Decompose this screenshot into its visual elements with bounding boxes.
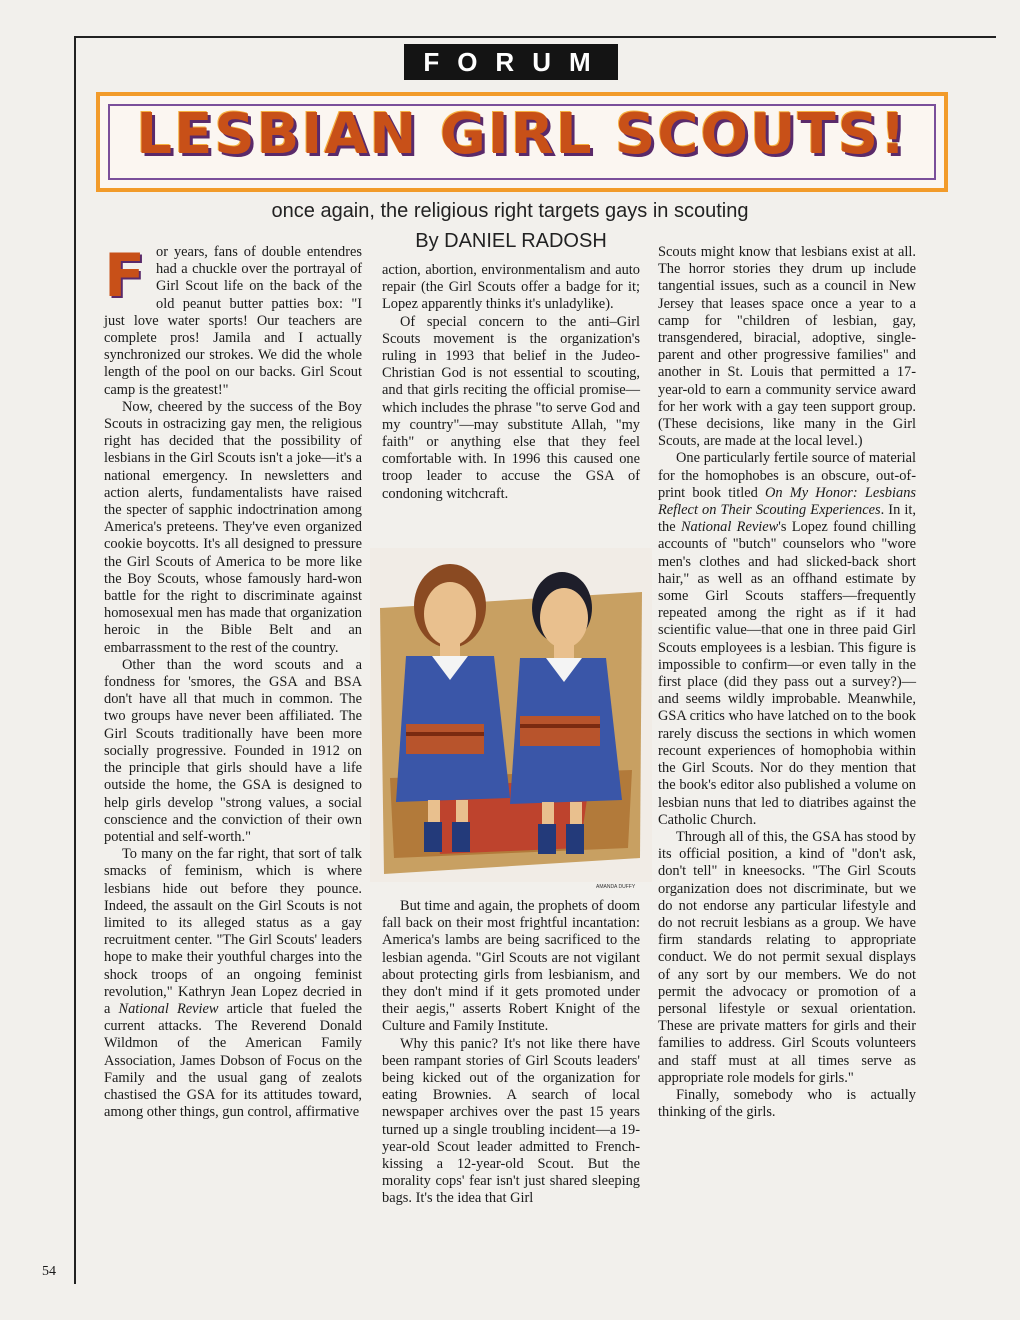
paragraph: Why this panic? It's not like there have been rampant stories of Girl Scouts leaders' being kicked out of the organization for eating Brownies. A search of local newspaper archives over the past 15 years turned up a single troubling incident—a 19-year-old Scout leader admitted to French-kissing a 12-year-old Scout. But the morality cops' fear isn't just shared sleeping bags. It's the idea that Girl: [382, 1035, 640, 1207]
publication-title: National Review: [118, 1000, 219, 1017]
paragraph-text: or years, fans of double entendres had a chuckle over the portrayal of Girl Scout life on the back of the old peanut butter patties box: "I just love water sports! Our teachers are complete pros! Jamila and I actually synchronized our strokes. We did the whole length of the pool on our backs. Girl Scout camp is the greatest!": [104, 244, 362, 398]
paragraph: Now, cheered by the success of the Boy Scouts in ostracizing gay men, the religious right has decided that the possibility of lesbians in the Girl Scouts isn't a joke—it's a national emergency. In newsletters and action alerts, fundamentalists have raised the specter of sapphic indoctrination among America's preteens. They've even organized cookie boycotts. It's all designed to pressure the Girl Scouts of America to be more like the Boy Scouts, whose famously hard-won battle for the right to discriminate against homosexual men has made that organization heroic in the Bible Belt and an embarrassment to the rest of the country.: [104, 398, 362, 656]
paragraph: But time and again, the prophets of doom fall back on their most frightful incantation: America's lambs are being sacrificed to the lesbian agenda. "Girl Scouts are not vigilant about protecting girls from lesbianism, and they don't mind if it gets promoted under their aegis," asserts Robert Knight of the Culture and Family Institute.: [382, 898, 640, 1035]
frame-top-rule: [74, 36, 996, 38]
paragraph-text: One particularly fertile source of material for the homophobes is an obscure, out-of-print book titled: [658, 450, 916, 501]
article-column-3: [658, 244, 916, 1121]
article-column-1: [104, 241, 362, 1121]
page-number: 54: [42, 1264, 56, 1279]
paragraph-text: To many on the far right, that sort of talk smacks of feminism, which is where lesbians hide out before they pounce. Indeed, the assault on the Girl Scouts is not limited to its alleged status as a gay recruitment center. "The Girl Scouts' leaders hope to make their youthful charges into the shock troops of an ongoing feminist revolution," Kathryn Jean Lopez decried in a: [104, 846, 362, 1017]
headline: LESBIAN GIRL SCOUTS!: [136, 102, 908, 167]
book-title: On My Honor: Lesbians Reflect on Their Scouting Experiences: [658, 484, 916, 519]
paragraph: Finally, somebody who is actually thinking of the girls.: [658, 1086, 916, 1121]
paragraph: [104, 241, 362, 399]
article-column-2-bottom: [382, 898, 640, 1208]
paragraph: [104, 846, 362, 1121]
subtitle: once again, the religious right targets gays in scouting: [271, 200, 749, 222]
paragraph: Of special concern to the anti–Girl Scouts movement is the organization's ruling in 1993 that belief in the Judeo-Christian God is not essential to scouting, and that girls reciting the official promise—which includes the phrase "to serve God and my country"—may substitute Allah, "my faith" or anything else that they feel comfortable with. In 1996 this caused one troop leader to accuse the GSA of condoning witchcraft.: [382, 313, 640, 502]
paragraph-text: article that fueled the current attacks. The Reverend Donald Wildmon of the American Family Association, James Dobson of Focus on the Family and the usual gang of zealots chastised the GSA for its attitudes toward, among other things, gun control, affirmative: [104, 1000, 362, 1121]
illustration-credit: AMANDA DUFFY: [596, 884, 636, 890]
paragraph: Other than the word scouts and a fondness for 'smores, the GSA and BSA don't have all that much in common. The two groups have never been affiliated. The Girl Scouts traditionally have been more socially progressive. Founded in 1912 on the principle that girls should have a life outside the home, the GSA is designed to help girls develop "strong values, a social conscience and the conviction of their own potential and self-worth.": [104, 656, 362, 845]
section-label: FORUM: [404, 44, 618, 80]
drop-cap: F: [104, 241, 145, 311]
publication-title: National Review: [680, 519, 779, 536]
paragraph-text: . In it, the: [658, 502, 916, 536]
article-column-2-top: [382, 262, 640, 503]
illustration-two-girl-scouts: [370, 548, 652, 882]
paragraph: Through all of this, the GSA has stood by its official position, a kind of "don't ask, don't tell" in kneesocks. "The Girl Scouts organization does not discriminate, but we do not endorse any particular lifestyle and do not recruit lesbians as a group. We have firm standards relating to appropriate conduct. We do not permit sexual displays of any sort by our members. We do not permit the advocacy or promotion of a personal lifestyle or sexual orientation. These are private matters for girls and their families to address. Girl Scouts volunteers and staff must at all times serve as appropriate role models for girls.": [658, 828, 916, 1086]
frame-left-rule: [74, 36, 76, 1284]
byline: By DANIEL RADOSH: [415, 230, 607, 252]
paragraph-text: 's Lopez found chilling accounts of "butch" counselors who "wore men's clothes and had slicked-back short hair," as well as an offhand estimate by some Girl Scouts staffers—frequently repeated among the right as if it had scientific value—that one in three paid Girl Scouts employees is a lesbian. This figure is impossible to confirm—or even tally in the first place (did they pass out a survey?)—and seems wildly improbable. Meanwhile, GSA critics who have latched on to the book rarely discuss the sections in which women recount experiences of homophobia within the Girl Scouts. Nor do they mention that the book's editor also published a volume on lesbian nuns that led to diatribes against the Catholic Church.: [658, 519, 916, 828]
paragraph: Scouts might know that lesbians exist at all. The horror stories they drum up include tangential issues, such as a council in New Jersey that leases space once a year to a camp for "children of lesbian, gay, transgendered, biracial, adoptive, single-parent and other progressive families" and another in St. Louis that permitted a 17-year-old to earn a community service award for her work with a gay teen support group. (These decisions, like many in the Girl Scouts, are made at the local level.): [658, 244, 916, 450]
headline-banner: [96, 92, 948, 192]
paragraph: [658, 450, 916, 828]
paragraph: action, abortion, environmentalism and auto repair (the Girl Scouts offer a badge for it; Lopez apparently thinks it's unladylike).: [382, 262, 640, 313]
